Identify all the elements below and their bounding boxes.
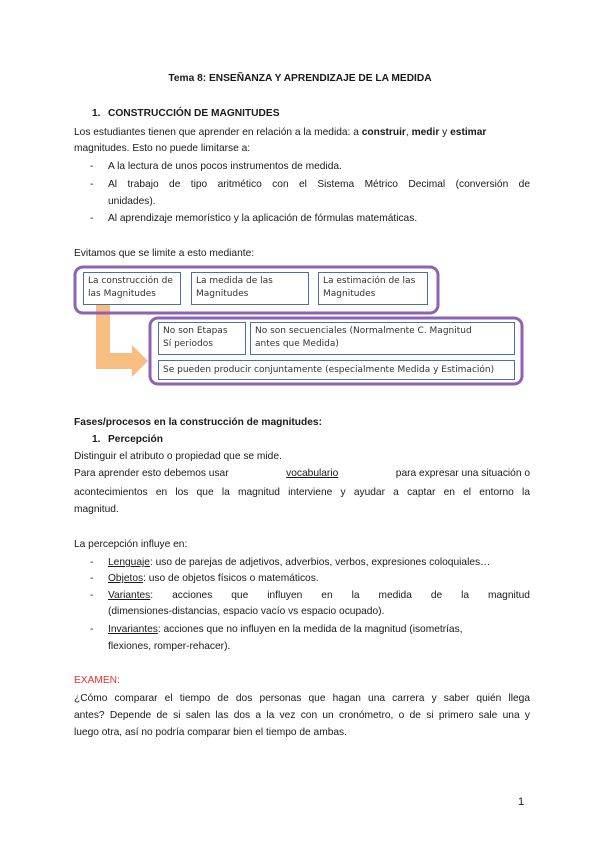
sep-comma: , (405, 127, 409, 138)
percepcion-line-1: Distinguir el atributo o propiedad que se mide. (74, 451, 282, 462)
term-text: : uso de parejas de adjetivos, adverbios, verbos, expresiones coloquiales… (149, 557, 491, 568)
box-line: No son Etapas (163, 326, 228, 336)
box-line: La estimación de las (323, 276, 416, 286)
phases-heading: Fases/procesos en la construcción de magnitudes: (74, 417, 322, 428)
bullet-item: A la lectura de unos pocos instrumentos de medida. (108, 161, 342, 172)
box-construccion (83, 272, 181, 305)
word: de (430, 590, 443, 601)
exam-line-1: ¿Cómo comparar el tiempo de dos personas que hagan una carrera y saber quién llega (74, 693, 530, 704)
bullet-dash: - (90, 624, 94, 635)
box-line: Sí periodos (163, 339, 213, 349)
bullet-dash: - (90, 590, 94, 601)
box-estimacion (318, 272, 428, 305)
subsection-number: 1. (92, 434, 101, 445)
term: Objetos (108, 573, 144, 584)
section-number: 1. (92, 108, 101, 119)
bullet-dash: - (90, 161, 94, 172)
bullet-item-cont: unidades). (108, 196, 156, 207)
bullet-item: Al aprendizaje memorístico y la aplicación de fórmulas matemáticas. (108, 213, 418, 224)
bullet-dash: - (90, 213, 94, 224)
item-invariantes-cont: flexiones, romper-rehacer). (108, 641, 231, 652)
text-segment: Para aprender esto debemos usar (74, 468, 229, 479)
avoid-text: Evitamos que se limite a esto mediante: (74, 248, 255, 259)
percepcion-line-2 (74, 467, 530, 481)
box-line: La construcción de (88, 276, 173, 286)
term: Lenguaje (108, 557, 150, 568)
term-text: : uso de objetos físicos o matemáticos. (143, 573, 319, 584)
box-line: antes que Medida) (255, 339, 339, 349)
arrow-shape (96, 304, 148, 377)
box-line: las Magnitudes (88, 289, 156, 299)
section-heading: CONSTRUCCIÓN DE MAGNITUDES (108, 108, 280, 119)
keyword-medir: medir (411, 127, 440, 138)
keyword-vocabulario: vocabulario (286, 468, 339, 479)
percepcion-line-4: magnitud. (74, 504, 119, 515)
term: Invariantes (108, 624, 158, 635)
word: magnitud (488, 590, 530, 601)
box-line: Magnitudes (323, 289, 376, 299)
item-invariantes (108, 623, 530, 637)
box-etapas (158, 322, 246, 355)
word: acciones (172, 590, 213, 601)
intro-text: Los estudiantes tienen que aprender en relación a la medida: a (74, 127, 359, 138)
box-medida (191, 272, 309, 305)
page-title: Tema 8: ENSEÑANZA Y APRENDIZAJE DE LA MEDIDA (168, 73, 432, 84)
word: la (351, 590, 360, 601)
box-secuenciales (250, 322, 515, 355)
term-wrap (108, 623, 463, 637)
page-number: 1 (518, 796, 525, 808)
bullet-dash: - (90, 557, 94, 568)
sep-y: y (442, 127, 448, 138)
exam-line-3: luego otra, así no podría comparar bien el tiempo de ambas. (74, 727, 347, 738)
word: en (321, 590, 333, 601)
item-lenguaje (108, 556, 490, 570)
box-line: La medida de las (196, 276, 273, 286)
item-variantes-cont: (dimensiones-distancias, espacio vacío vs espacio ocupado). (108, 606, 385, 617)
item-variantes (108, 589, 530, 603)
term: Variantes (108, 590, 151, 601)
term-wrap (108, 589, 153, 603)
term-colon: : (150, 590, 154, 601)
percepcion-line-3: acontecimientos en los que la magnitud interviene y ayudar a captar en el entorno la (74, 487, 530, 498)
keyword-estimar: estimar (450, 127, 487, 138)
box-line: No son secuenciales (Normalmente C. Magnitud (255, 326, 472, 336)
word: la (461, 590, 470, 601)
intro-line-2: magnitudes. Esto no puede limitarse a: (74, 143, 251, 154)
influye-text: La percepción influye en: (74, 539, 188, 550)
term-text: : acciones que no influyen en la medida de la magnitud (isometrías, (157, 624, 463, 635)
exam-label: EXAMEN: (74, 675, 120, 686)
bullet-dash: - (90, 573, 94, 584)
word: influyen (267, 590, 303, 601)
text-segment: para expresar una situación o (395, 468, 530, 479)
box-conjuntamente: Se pueden producir conjuntamente (especialmente Medida y Estimación) (158, 360, 515, 380)
exam-line-2: antes? Depende de si salen las dos a la vez con un cronómetro, o de si primero sale una y (74, 710, 530, 721)
item-objetos (108, 572, 319, 586)
subsection-heading: Percepción (108, 434, 163, 445)
keyword-construir: construir (361, 127, 406, 138)
word: medida (378, 590, 412, 601)
bullet-dash: - (90, 179, 94, 190)
box-line: Magnitudes (196, 289, 249, 299)
bullet-item: Al trabajo de tipo aritmético con el Sistema Métrico Decimal (conversión de (108, 179, 530, 190)
word: que (231, 590, 249, 601)
